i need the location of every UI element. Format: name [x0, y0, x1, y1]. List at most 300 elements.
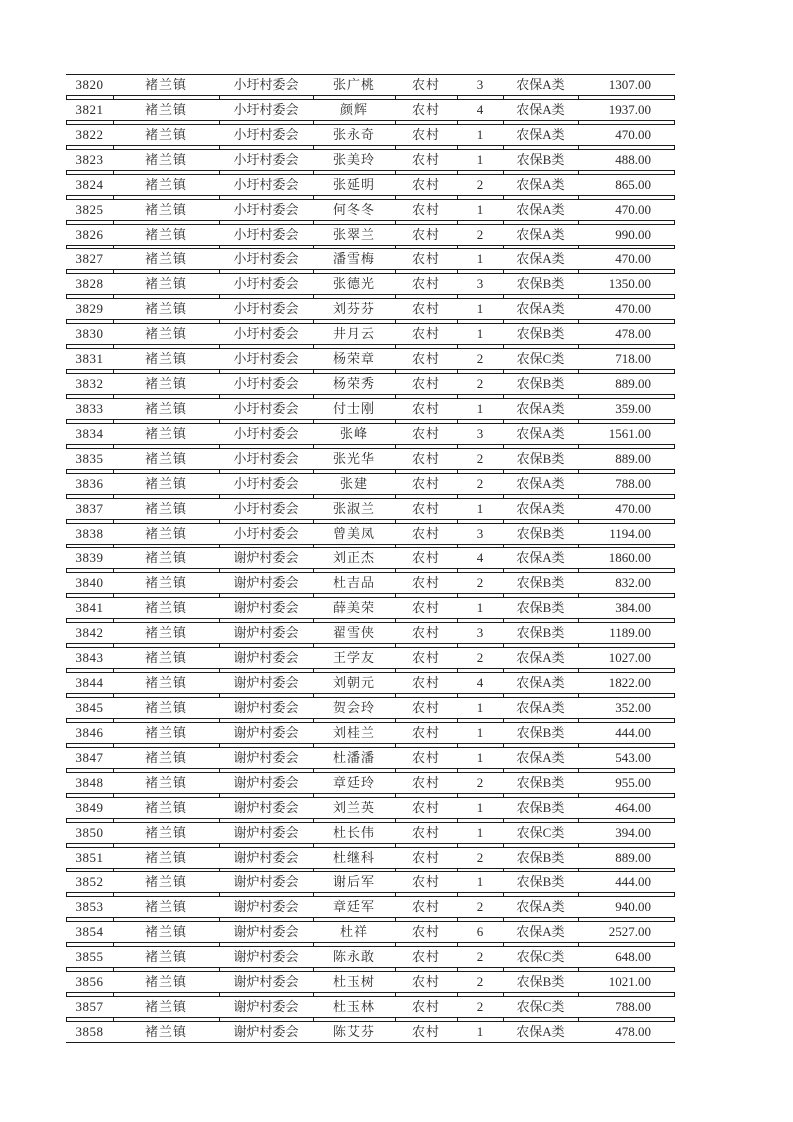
cell-serial: 3820	[75, 77, 104, 92]
cell-area-type: 农村	[411, 227, 440, 242]
cell-household-count: 2	[476, 575, 484, 590]
cell-town: 褚兰镇	[144, 376, 187, 391]
cell-household-count: 1	[476, 800, 484, 815]
cell-amount: 359.00	[615, 401, 651, 416]
cell-village: 小圩村委会	[233, 426, 299, 441]
cell-serial: 3830	[75, 326, 104, 341]
cell-household-count: 3	[476, 526, 484, 541]
table-row	[66, 323, 675, 345]
cell-town: 褚兰镇	[144, 451, 187, 466]
cell-village: 谢炉村委会	[233, 625, 299, 640]
table-row	[66, 523, 675, 545]
cell-village: 小圩村委会	[233, 177, 299, 192]
cell-village: 小圩村委会	[233, 326, 299, 341]
cell-name: 王学友	[332, 650, 375, 665]
cell-serial: 3824	[75, 177, 104, 192]
cell-town: 褚兰镇	[144, 850, 187, 865]
cell-name: 刘兰英	[332, 800, 375, 815]
cell-insurance-category: 农保A类	[516, 102, 565, 117]
cell-serial: 3858	[75, 1024, 104, 1039]
cell-area-type: 农村	[411, 152, 440, 167]
cell-name: 付士刚	[332, 401, 375, 416]
cell-insurance-category: 农保A类	[516, 227, 565, 242]
cell-amount: 1307.00	[608, 77, 651, 92]
cell-area-type: 农村	[411, 526, 440, 541]
cell-town: 褚兰镇	[144, 351, 187, 366]
cell-town: 褚兰镇	[144, 600, 187, 615]
cell-town: 褚兰镇	[144, 526, 187, 541]
table-row	[66, 498, 675, 520]
cell-name: 陈永敢	[332, 949, 375, 964]
cell-name: 杜玉林	[332, 999, 375, 1014]
table-row	[66, 847, 675, 869]
table-row	[66, 572, 675, 594]
cell-town: 褚兰镇	[144, 251, 187, 266]
cell-village: 小圩村委会	[233, 401, 299, 416]
cell-area-type: 农村	[411, 501, 440, 516]
cell-insurance-category: 农保B类	[516, 152, 565, 167]
cell-village: 谢炉村委会	[233, 924, 299, 939]
cell-village: 谢炉村委会	[233, 999, 299, 1014]
table-row	[66, 348, 675, 370]
cell-area-type: 农村	[411, 301, 440, 316]
cell-area-type: 农村	[411, 700, 440, 715]
table-row	[66, 149, 675, 171]
cell-area-type: 农村	[411, 401, 440, 416]
cell-insurance-category: 农保A类	[516, 251, 565, 266]
cell-insurance-category: 农保C类	[516, 825, 565, 840]
cell-name: 杜潘潘	[332, 750, 375, 765]
cell-town: 褚兰镇	[144, 650, 187, 665]
cell-town: 褚兰镇	[144, 949, 187, 964]
cell-household-count: 1	[476, 251, 484, 266]
cell-town: 褚兰镇	[144, 924, 187, 939]
cell-serial: 3829	[75, 301, 104, 316]
cell-area-type: 农村	[411, 850, 440, 865]
cell-area-type: 农村	[411, 874, 440, 889]
cell-area-type: 农村	[411, 376, 440, 391]
cell-town: 褚兰镇	[144, 700, 187, 715]
cell-amount: 470.00	[615, 301, 651, 316]
cell-amount: 394.00	[615, 825, 651, 840]
cell-town: 褚兰镇	[144, 127, 187, 142]
cell-town: 褚兰镇	[144, 326, 187, 341]
cell-town: 褚兰镇	[144, 501, 187, 516]
cell-village: 谢炉村委会	[233, 949, 299, 964]
cell-household-count: 1	[476, 750, 484, 765]
cell-serial: 3845	[75, 700, 104, 715]
cell-serial: 3850	[75, 825, 104, 840]
cell-household-count: 2	[476, 974, 484, 989]
cell-area-type: 农村	[411, 924, 440, 939]
cell-area-type: 农村	[411, 476, 440, 491]
cell-serial: 3843	[75, 650, 104, 665]
cell-amount: 470.00	[615, 127, 651, 142]
table-row	[66, 597, 675, 619]
cell-town: 褚兰镇	[144, 874, 187, 889]
cell-insurance-category: 农保C类	[516, 949, 565, 964]
table-row	[66, 672, 675, 694]
cell-serial: 3852	[75, 874, 104, 889]
cell-serial: 3851	[75, 850, 104, 865]
table-row	[66, 99, 675, 121]
cell-name: 杜继科	[332, 850, 375, 865]
table-row	[66, 224, 675, 246]
subsidy-table	[66, 74, 675, 1043]
cell-amount: 1860.00	[608, 550, 651, 565]
table-row	[66, 248, 675, 270]
cell-name: 刘正杰	[332, 550, 375, 565]
cell-household-count: 1	[476, 152, 484, 167]
cell-household-count: 2	[476, 227, 484, 242]
cell-town: 褚兰镇	[144, 974, 187, 989]
table-row	[66, 946, 675, 968]
cell-village: 小圩村委会	[233, 276, 299, 291]
cell-insurance-category: 农保B类	[516, 376, 565, 391]
cell-area-type: 农村	[411, 600, 440, 615]
cell-village: 小圩村委会	[233, 526, 299, 541]
cell-amount: 1189.00	[609, 625, 651, 640]
cell-town: 褚兰镇	[144, 750, 187, 765]
cell-serial: 3856	[75, 974, 104, 989]
cell-area-type: 农村	[411, 102, 440, 117]
cell-insurance-category: 农保A类	[516, 177, 565, 192]
table-row	[66, 722, 675, 744]
table-row	[66, 822, 675, 844]
cell-insurance-category: 农保B类	[516, 526, 565, 541]
cell-town: 褚兰镇	[144, 77, 187, 92]
cell-serial: 3827	[75, 251, 104, 266]
cell-insurance-category: 农保A类	[516, 127, 565, 142]
cell-name: 张德光	[332, 276, 375, 291]
table-row	[66, 996, 675, 1018]
cell-insurance-category: 农保A类	[516, 675, 565, 690]
cell-amount: 1561.00	[608, 426, 651, 441]
cell-area-type: 农村	[411, 949, 440, 964]
cell-village: 小圩村委会	[233, 501, 299, 516]
cell-name: 颜辉	[339, 102, 368, 117]
cell-town: 褚兰镇	[144, 625, 187, 640]
cell-amount: 788.00	[615, 476, 651, 491]
cell-name: 刘朝元	[332, 675, 375, 690]
cell-amount: 990.00	[615, 227, 651, 242]
cell-name: 陈艾芬	[332, 1024, 375, 1039]
cell-household-count: 1	[476, 127, 484, 142]
cell-insurance-category: 农保A类	[516, 899, 565, 914]
cell-insurance-category: 农保B类	[516, 575, 565, 590]
cell-amount: 832.00	[615, 575, 651, 590]
cell-household-count: 1	[476, 700, 484, 715]
cell-serial: 3822	[75, 127, 104, 142]
cell-insurance-category: 农保A类	[516, 476, 565, 491]
cell-name: 谢后军	[332, 874, 375, 889]
cell-amount: 478.00	[615, 326, 651, 341]
cell-insurance-category: 农保B类	[516, 775, 565, 790]
cell-insurance-category: 农保A类	[516, 650, 565, 665]
cell-town: 褚兰镇	[144, 675, 187, 690]
cell-amount: 648.00	[615, 949, 651, 964]
cell-name: 张美玲	[332, 152, 375, 167]
table-row	[66, 473, 675, 495]
cell-town: 褚兰镇	[144, 1024, 187, 1039]
cell-town: 褚兰镇	[144, 999, 187, 1014]
cell-village: 小圩村委会	[233, 202, 299, 217]
cell-name: 井月云	[332, 326, 375, 341]
cell-serial: 3853	[75, 899, 104, 914]
cell-insurance-category: 农保B类	[516, 874, 565, 889]
cell-serial: 3840	[75, 575, 104, 590]
cell-town: 褚兰镇	[144, 725, 187, 740]
cell-name: 杜祥	[339, 924, 368, 939]
table-row	[66, 174, 675, 196]
cell-name: 张广桃	[332, 77, 375, 92]
cell-insurance-category: 农保A类	[516, 426, 565, 441]
cell-name: 章廷军	[332, 899, 375, 914]
cell-area-type: 农村	[411, 77, 440, 92]
cell-name: 杜长伟	[332, 825, 375, 840]
table-row	[66, 1021, 675, 1043]
cell-area-type: 农村	[411, 775, 440, 790]
cell-name: 刘芬芬	[332, 301, 375, 316]
cell-insurance-category: 农保A类	[516, 77, 565, 92]
cell-serial: 3844	[75, 675, 104, 690]
cell-insurance-category: 农保A类	[516, 1024, 565, 1039]
cell-household-count: 3	[476, 77, 484, 92]
table-row	[66, 797, 675, 819]
cell-serial: 3835	[75, 451, 104, 466]
cell-serial: 3831	[75, 351, 104, 366]
cell-name: 杜吉品	[332, 575, 375, 590]
cell-amount: 384.00	[615, 600, 651, 615]
cell-insurance-category: 农保B类	[516, 974, 565, 989]
cell-village: 谢炉村委会	[233, 600, 299, 615]
table-row	[66, 697, 675, 719]
cell-area-type: 农村	[411, 177, 440, 192]
cell-village: 谢炉村委会	[233, 899, 299, 914]
cell-insurance-category: 农保A类	[516, 301, 565, 316]
cell-serial: 3848	[75, 775, 104, 790]
cell-amount: 478.00	[615, 1024, 651, 1039]
cell-village: 小圩村委会	[233, 451, 299, 466]
cell-name: 张延明	[332, 177, 375, 192]
table-row	[66, 199, 675, 221]
cell-village: 小圩村委会	[233, 351, 299, 366]
cell-serial: 3832	[75, 376, 104, 391]
cell-area-type: 农村	[411, 276, 440, 291]
cell-insurance-category: 农保A类	[516, 501, 565, 516]
cell-area-type: 农村	[411, 426, 440, 441]
table-row	[66, 921, 675, 943]
cell-insurance-category: 农保B类	[516, 850, 565, 865]
cell-serial: 3833	[75, 401, 104, 416]
cell-name: 杨荣秀	[332, 376, 375, 391]
cell-serial: 3838	[75, 526, 104, 541]
cell-insurance-category: 农保B类	[516, 800, 565, 815]
cell-village: 谢炉村委会	[233, 575, 299, 590]
cell-name: 张峰	[339, 426, 368, 441]
cell-name: 何冬冬	[332, 202, 375, 217]
cell-name: 杜玉树	[332, 974, 375, 989]
table-row	[66, 971, 675, 993]
cell-household-count: 2	[476, 650, 484, 665]
cell-serial: 3826	[75, 227, 104, 242]
cell-household-count: 1	[476, 825, 484, 840]
cell-household-count: 2	[476, 999, 484, 1014]
cell-amount: 1937.00	[608, 102, 651, 117]
cell-serial: 3839	[75, 550, 104, 565]
cell-household-count: 2	[476, 351, 484, 366]
table-row	[66, 647, 675, 669]
cell-serial: 3849	[75, 800, 104, 815]
cell-household-count: 1	[476, 874, 484, 889]
cell-household-count: 4	[476, 550, 484, 565]
cell-household-count: 1	[476, 600, 484, 615]
cell-area-type: 农村	[411, 825, 440, 840]
cell-area-type: 农村	[411, 999, 440, 1014]
cell-amount: 955.00	[615, 775, 651, 790]
cell-amount: 444.00	[615, 725, 651, 740]
cell-area-type: 农村	[411, 675, 440, 690]
cell-area-type: 农村	[411, 1024, 440, 1039]
table-row	[66, 298, 675, 320]
cell-insurance-category: 农保C类	[516, 351, 565, 366]
cell-serial: 3823	[75, 152, 104, 167]
cell-village: 谢炉村委会	[233, 725, 299, 740]
cell-area-type: 农村	[411, 725, 440, 740]
cell-amount: 889.00	[615, 850, 651, 865]
cell-town: 褚兰镇	[144, 102, 187, 117]
cell-household-count: 1	[476, 401, 484, 416]
cell-serial: 3847	[75, 750, 104, 765]
cell-household-count: 6	[476, 924, 484, 939]
cell-village: 谢炉村委会	[233, 650, 299, 665]
cell-serial: 3857	[75, 999, 104, 1014]
cell-town: 褚兰镇	[144, 401, 187, 416]
cell-insurance-category: 农保B类	[516, 276, 565, 291]
cell-village: 谢炉村委会	[233, 874, 299, 889]
cell-amount: 488.00	[615, 152, 651, 167]
cell-serial: 3855	[75, 949, 104, 964]
cell-name: 张永奇	[332, 127, 375, 142]
cell-name: 杨荣章	[332, 351, 375, 366]
cell-household-count: 4	[476, 102, 484, 117]
cell-village: 谢炉村委会	[233, 850, 299, 865]
cell-amount: 1194.00	[609, 526, 651, 541]
table-row	[66, 124, 675, 146]
cell-village: 小圩村委会	[233, 77, 299, 92]
cell-village: 小圩村委会	[233, 301, 299, 316]
cell-serial: 3836	[75, 476, 104, 491]
cell-household-count: 1	[476, 326, 484, 341]
cell-serial: 3821	[75, 102, 104, 117]
cell-area-type: 农村	[411, 974, 440, 989]
cell-household-count: 2	[476, 476, 484, 491]
cell-name: 曾美凤	[332, 526, 375, 541]
cell-village: 谢炉村委会	[233, 1024, 299, 1039]
cell-area-type: 农村	[411, 326, 440, 341]
cell-insurance-category: 农保A类	[516, 401, 565, 416]
cell-serial: 3854	[75, 924, 104, 939]
table-row	[66, 273, 675, 295]
cell-area-type: 农村	[411, 127, 440, 142]
cell-amount: 865.00	[615, 177, 651, 192]
cell-insurance-category: 农保A类	[516, 700, 565, 715]
cell-serial: 3828	[75, 276, 104, 291]
cell-household-count: 4	[476, 675, 484, 690]
cell-village: 小圩村委会	[233, 152, 299, 167]
cell-town: 褚兰镇	[144, 227, 187, 242]
cell-town: 褚兰镇	[144, 276, 187, 291]
table-row	[66, 373, 675, 395]
cell-serial: 3842	[75, 625, 104, 640]
cell-town: 褚兰镇	[144, 426, 187, 441]
cell-village: 谢炉村委会	[233, 800, 299, 815]
cell-household-count: 1	[476, 1024, 484, 1039]
cell-village: 小圩村委会	[233, 102, 299, 117]
cell-area-type: 农村	[411, 800, 440, 815]
cell-name: 贺会玲	[332, 700, 375, 715]
cell-household-count: 2	[476, 451, 484, 466]
cell-area-type: 农村	[411, 202, 440, 217]
cell-name: 张建	[339, 476, 368, 491]
cell-area-type: 农村	[411, 251, 440, 266]
cell-insurance-category: 农保A类	[516, 202, 565, 217]
table-row	[66, 448, 675, 470]
cell-area-type: 农村	[411, 550, 440, 565]
cell-serial: 3834	[75, 426, 104, 441]
cell-household-count: 3	[476, 426, 484, 441]
cell-amount: 470.00	[615, 202, 651, 217]
cell-household-count: 1	[476, 301, 484, 316]
cell-serial: 3837	[75, 501, 104, 516]
cell-name: 翟雪侠	[332, 625, 375, 640]
cell-household-count: 2	[476, 850, 484, 865]
cell-amount: 940.00	[615, 899, 651, 914]
cell-insurance-category: 农保B类	[516, 600, 565, 615]
table-row	[66, 398, 675, 420]
cell-area-type: 农村	[411, 650, 440, 665]
cell-amount: 444.00	[615, 874, 651, 889]
table-row	[66, 423, 675, 445]
cell-household-count: 1	[476, 202, 484, 217]
cell-amount: 2527.00	[608, 924, 651, 939]
cell-village: 小圩村委会	[233, 251, 299, 266]
cell-village: 谢炉村委会	[233, 825, 299, 840]
cell-amount: 464.00	[615, 800, 651, 815]
cell-name: 潘雪梅	[332, 251, 375, 266]
cell-name: 章廷玲	[332, 775, 375, 790]
cell-amount: 543.00	[615, 750, 651, 765]
cell-household-count: 3	[476, 625, 484, 640]
cell-household-count: 2	[476, 775, 484, 790]
cell-amount: 1021.00	[608, 974, 651, 989]
cell-insurance-category: 农保B类	[516, 326, 565, 341]
cell-village: 谢炉村委会	[233, 675, 299, 690]
cell-name: 张淑兰	[332, 501, 375, 516]
cell-amount: 718.00	[615, 351, 651, 366]
table-row	[66, 772, 675, 794]
cell-name: 刘桂兰	[332, 725, 375, 740]
cell-name: 张翠兰	[332, 227, 375, 242]
cell-amount: 889.00	[615, 376, 651, 391]
cell-village: 小圩村委会	[233, 376, 299, 391]
cell-amount: 352.00	[615, 700, 651, 715]
cell-name: 张光华	[332, 451, 375, 466]
cell-town: 褚兰镇	[144, 825, 187, 840]
cell-town: 褚兰镇	[144, 800, 187, 815]
cell-village: 小圩村委会	[233, 476, 299, 491]
cell-insurance-category: 农保C类	[516, 999, 565, 1014]
